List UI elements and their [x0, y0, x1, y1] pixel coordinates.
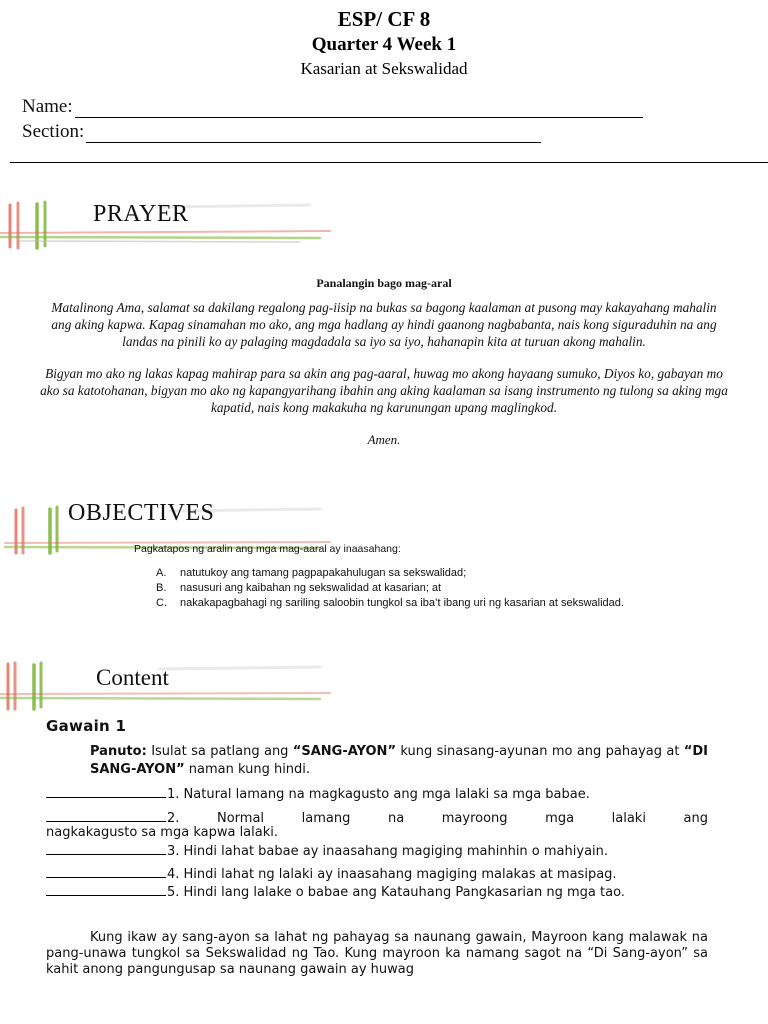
name-label: Name:	[22, 96, 73, 117]
item-text: 4. Hindi lahat ng lalaki ay inaasahang magiging malakas at masipag.	[167, 867, 617, 882]
list-text: nakakapagbahagi ng sariling saloobin tungkol sa iba’t ibang uri ng kasarian at sekswalidad.	[180, 597, 624, 609]
name-field[interactable]	[22, 96, 643, 118]
instructions-label: Panuto:	[90, 744, 147, 759]
item-text: 3. Hindi lahat babae ay inaasahang magiging mahinhin o mahiyain.	[167, 844, 609, 859]
instructions-text: naman kung hindi.	[184, 762, 311, 777]
item-text: 2. Normal lamang na mayroong mga lalaki ang	[167, 811, 708, 826]
activity-item	[46, 842, 708, 860]
item-text: 5. Hindi lang lalake o babae ang Katauhang Pangkasarian ng mga tao.	[167, 885, 625, 900]
answer-blank[interactable]	[46, 785, 166, 798]
list-item	[156, 581, 668, 596]
instructions-keyword: “DI SANG-AYON”	[90, 744, 709, 777]
section-field[interactable]	[22, 121, 541, 143]
content-banner-decoration	[0, 661, 340, 711]
list-item	[156, 566, 668, 581]
instructions-text: Isulat sa patlang ang	[146, 744, 293, 759]
list-item	[156, 596, 668, 611]
section-title-content: Content	[96, 665, 169, 690]
activity-instructions	[90, 743, 708, 779]
list-letter: B.	[156, 582, 167, 594]
section-line[interactable]	[86, 127, 541, 143]
prayer-paragraph: Bigyan mo ako ng lakas kapag mahirap para sa akin ang pag-aaral, huwag mo akong hayaang sumuko, Diyos ko, gabayan mo ako sa katotohanan, bigyan mo ako ng kapangyarihang ibahin ang aking kaalaman sa isang instrumento ng tulong sa aking mga kapatid, nais kong makakuha ng karunungan upang maglingkod.	[40, 366, 728, 415]
lesson-topic: Kasarian at Sekswalidad	[300, 59, 468, 78]
item-text: 1. Natural lamang na magkagusto ang mga lalaki sa mga babae.	[167, 787, 590, 802]
list-text: nasusuri ang kaibahan ng sekswalidad at kasarian; at	[180, 582, 442, 594]
prayer-heading: Panalangin bago mag-aral	[316, 276, 452, 290]
instructions-keyword: “SANG-AYON”	[292, 744, 396, 759]
activity-title: Gawain 1	[46, 717, 127, 735]
list-letter: A.	[156, 567, 167, 579]
document-title: ESP/ CF 8	[337, 7, 431, 31]
list-letter: C.	[156, 597, 167, 609]
section-title-objectives: OBJECTIVES	[68, 500, 215, 526]
closing-paragraph: Kung ikaw ay sang-ayon sa lahat ng pahayag sa naunang gawain, Mayroon kang malawak na pang-unawa tungkol sa Sekswalidad ng Tao. Kung mayroon ka namang sagot na “Di Sang-ayon” sa kahit anong pangungusap sa naunang gawain ay huwag	[46, 930, 708, 977]
objectives-list	[156, 566, 668, 611]
activity-item-continuation: nagkakagusto sa mga kapwa lalaki.	[46, 825, 279, 840]
activity-item	[46, 865, 708, 883]
name-line[interactable]	[75, 102, 643, 118]
activity-item	[46, 883, 708, 901]
instructions-text: kung sinasang-ayunan mo ang pahayag at	[395, 744, 684, 759]
section-title-prayer: PRAYER	[93, 201, 189, 227]
activity-item	[46, 785, 708, 803]
prayer-amen: Amen.	[367, 432, 401, 447]
list-text: natutukoy ang tamang pagpapakahulugan sa sekswalidad;	[180, 567, 467, 579]
header-divider	[10, 162, 768, 163]
answer-blank[interactable]	[46, 842, 166, 855]
answer-blank[interactable]	[46, 809, 166, 822]
section-label: Section:	[22, 121, 85, 142]
answer-blank[interactable]	[46, 865, 166, 878]
answer-blank[interactable]	[46, 883, 166, 896]
quarter-week: Quarter 4 Week 1	[311, 34, 457, 55]
objectives-intro: Pagkatapos ng aralin ang mga mag-aaral ay inaasahang:	[134, 543, 401, 555]
prayer-paragraph: Matalinong Ama, salamat sa dakilang regalong pag-iisip na bukas sa bagong kaalaman at pusong may kakayahang mahalin ang aking kapwa. Kapag sinamahan mo ako, ang mga hadlang ay hindi gaanong nagbabanta, nais kong siguraduhin na ang landas na pinili ko ay palaging magdadala sa iyo sa iyo, hahanapin kita at turuan akong mahalin.	[51, 300, 717, 349]
